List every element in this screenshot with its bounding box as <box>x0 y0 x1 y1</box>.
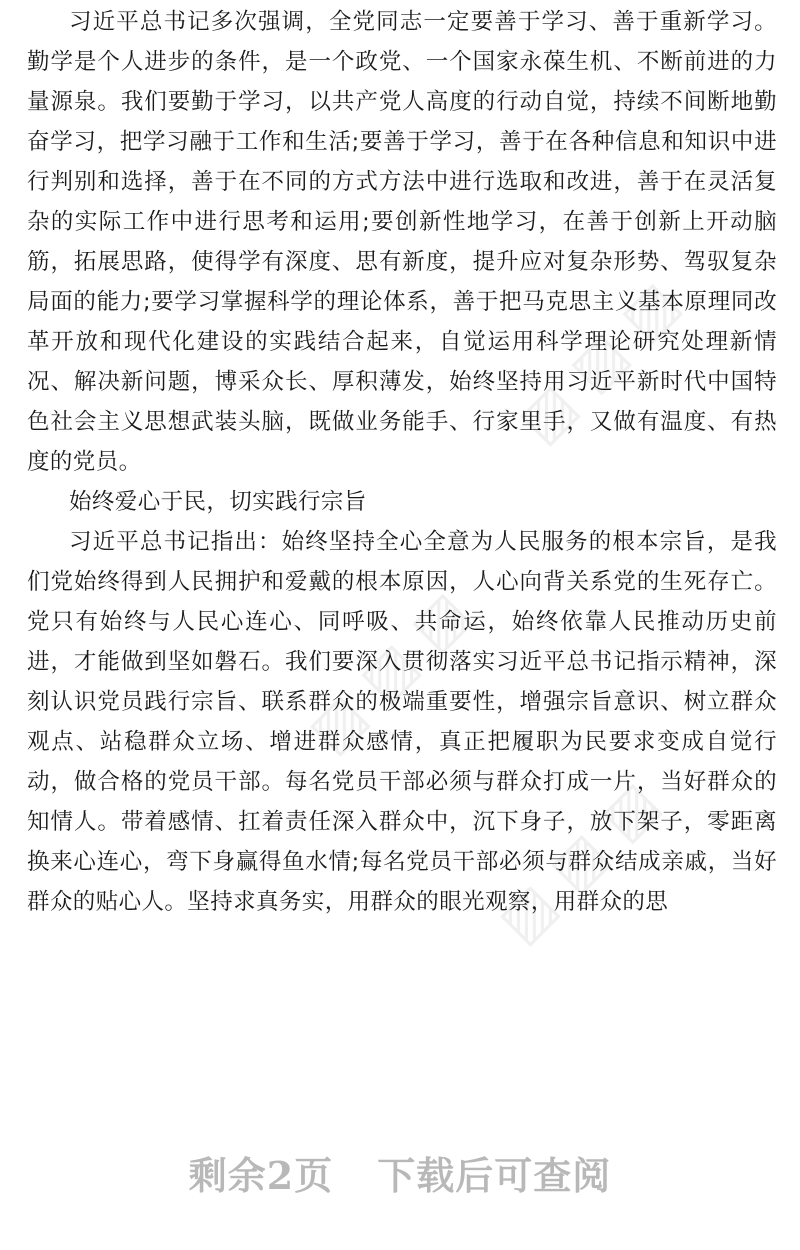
section-heading: 始终爱心于民，切实践行宗旨 <box>69 489 367 515</box>
watermark: ▨ ▨ ▨ <box>295 579 482 766</box>
paragraph-study: 习近平总书记多次强调，全党同志一定要善于学习、善于重新学习。勤学是个人进步的条件，是一个政党、一个国家永葆生机、不断前进的力量源泉。我们要勤于学习，以共产党人高度的行动自觉，持续不间断地勤奋学习，把学习融于工作和生活;要善于学习，善于在各种信息和知识中进行判别和选择，善于在不同的方式方法中进行选取和改进，善于在灵活复杂的实际工作中进行思考和运用;要创新性地学习，在善于创新上开动脑筋，拓展思路，使得学有深度、思有新度，提升应对复杂形势、驾驭复杂局面的能力;要学习掌握科学的理论体系，善于把马克思主义基本原理同改革开放和现代化建设的实践结合起来，自觉运用科学理论研究处理新情况、解决新问题，博采众长、厚积薄发，始终坚持用习近平新时代中国特色社会主义思想武装头脑，既做业务能手、行家里手，又做有温度、有热度的党员。 <box>27 9 777 475</box>
watermark: ▨ ▨ ▨ <box>485 769 672 956</box>
download-hint-label: 下载后可查阅 <box>377 1153 612 1198</box>
watermark: ▨ ▨ ▨ <box>505 269 692 456</box>
paragraph-serve-people: 习近平总书记指出：始终坚持全心全意为人民服务的根本宗旨，是我们党始终得到人民拥护和爱戴的根本原因，人心向背关系党的生死存亡。党只有始终与人民心连心、同呼吸、共命运，始终依靠人民推动历史前进，才能做到坚如磐石。我们要深入贯彻落实习近平总书记指示精神，深刻认识党员践行宗旨、联系群众的极端重要性，增强宗旨意识、树立群众观点、站稳群众立场、增进群众感情，真正把履职为民要求变成自觉行动，做合格的党员干部。每名党员干部必须与群众打成一片，当好群众的知情人。带着感情、扛着责任深入群众中，沉下身子，放下架子，零距离换来心连心，弯下身赢得鱼水情;每名党员干部必须与群众结成亲戚，当好群众的贴心人。坚持求真务实，用群众的眼光观察，用群众的思 <box>27 529 777 915</box>
remaining-pages-label: 剩余2页 <box>188 1153 334 1198</box>
document-body <box>27 0 777 922</box>
download-prompt[interactable] <box>0 1145 800 1200</box>
